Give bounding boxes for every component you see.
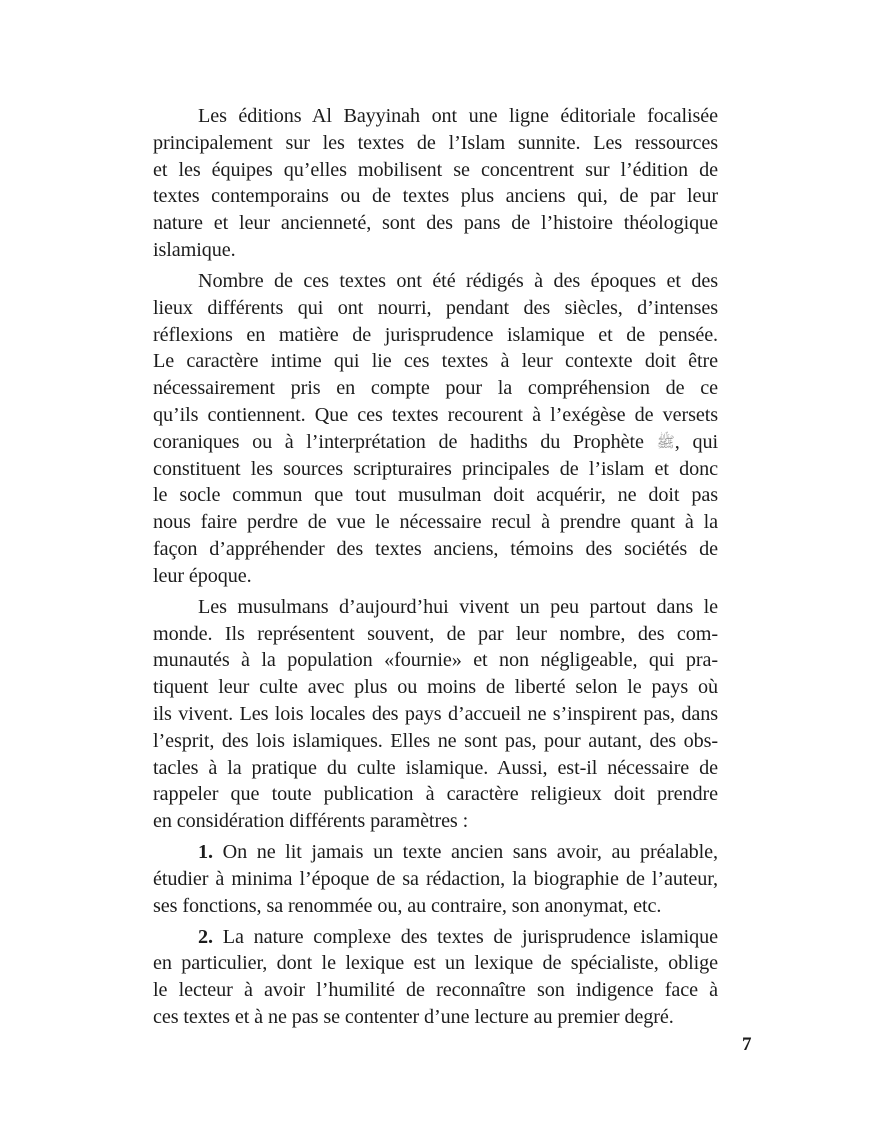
paragraph-intro bbox=[153, 103, 718, 264]
item-number: 1. bbox=[198, 841, 213, 864]
text-line: leur époque. bbox=[153, 564, 252, 587]
text-line: nature et leur ancienneté, sont des pans de l’histoire théologique bbox=[153, 212, 718, 235]
text-line: le socle commun que tout musulman doit acquérir, ne doit pas bbox=[153, 484, 718, 507]
text-segment: On ne lit jamais un texte ancien sans avoir, au préalable, bbox=[222, 841, 718, 864]
text-line: en considération différents paramètres : bbox=[153, 810, 469, 833]
text-segment: coraniques ou à l’interprétation de hadiths du Prophète bbox=[153, 430, 644, 453]
text-line: réflexions en matière de jurisprudence islamique et de pensée. bbox=[153, 323, 718, 346]
text-line: qu’ils contiennent. Que ces textes recourent à l’exégèse de versets bbox=[153, 403, 718, 426]
text-line: islamique. bbox=[153, 238, 236, 261]
text-line: textes contemporains ou de textes plus anciens qui, de par leur bbox=[153, 185, 718, 208]
text-line: ces textes et à ne pas se contenter d’une lecture au premier degré. bbox=[153, 1006, 674, 1029]
text-line: tacles à la pratique du culte islamique. Aussi, est-il nécessaire de bbox=[153, 756, 718, 779]
text-segment: La nature complexe des textes de jurisprudence islamique bbox=[222, 925, 718, 948]
honorific-symbol-icon: ﷺ bbox=[656, 432, 675, 451]
text-line: tiquent leur culte avec plus ou moins de liberté selon le pays où bbox=[153, 676, 718, 699]
text-line: ses fonctions, sa renommée ou, au contraire, son anonymat, etc. bbox=[153, 894, 662, 917]
text-line: Le caractère intime qui lie ces textes à leur contexte doit être bbox=[153, 350, 718, 373]
text-line: nous faire perdre de vue le nécessaire recul à prendre quant à la bbox=[153, 511, 718, 534]
text-line: Les musulmans d’aujourd’hui vivent un peu partout dans le bbox=[198, 595, 718, 618]
text-line: le lecteur à avoir l’humilité de reconnaître son indigence face à bbox=[153, 979, 718, 1002]
text-line: Nombre de ces textes ont été rédigés à des époques et des bbox=[198, 269, 718, 292]
text-line: rappeler que toute publication à caractère religieux doit prendre bbox=[153, 783, 718, 806]
text-line: et les équipes qu’elles mobilisent se concentrent sur l’édition de bbox=[153, 158, 718, 181]
paragraph-context bbox=[153, 268, 718, 590]
text-line: ils vivent. Les lois locales des pays d’accueil ne s’inspirent pas, dans bbox=[153, 702, 718, 725]
text-line-with-honorific bbox=[153, 429, 718, 456]
numbered-item-1 bbox=[153, 839, 718, 919]
text-line: monde. Ils représentent souvent, de par leur nombre, des com- bbox=[153, 622, 718, 645]
body-text bbox=[153, 103, 718, 1035]
page-number: 7 bbox=[742, 1034, 752, 1055]
text-line: nécessairement pris en compte pour la compréhension de ce bbox=[153, 377, 718, 400]
text-line: en particulier, dont le lexique est un lexique de spécialiste, oblige bbox=[153, 952, 718, 975]
text-line: façon d’appréhender des textes anciens, témoins des sociétés de bbox=[153, 537, 718, 560]
text-line-numbered bbox=[153, 924, 718, 951]
text-line: Les éditions Al Bayyinah ont une ligne éditoriale focalisée bbox=[198, 105, 718, 127]
text-line: l’esprit, des lois islamiques. Elles ne sont pas, pour autant, des obs- bbox=[153, 729, 718, 752]
numbered-item-2 bbox=[153, 924, 718, 1031]
text-segment: , qui bbox=[674, 430, 719, 453]
text-line-numbered bbox=[153, 839, 718, 866]
paragraph-muslims-today bbox=[153, 594, 718, 835]
item-number: 2. bbox=[198, 925, 213, 948]
text-line: étudier à minima l’époque de sa rédaction, la biographie de l’auteur, bbox=[153, 867, 718, 890]
text-line: constituent les sources scripturaires principales de l’islam et donc bbox=[153, 457, 718, 480]
text-line: munautés à la population «fournie» et non négligeable, qui pra- bbox=[153, 649, 718, 672]
text-line: principalement sur les textes de l’Islam sunnite. Les ressources bbox=[153, 131, 718, 154]
text-line: lieux différents qui ont nourri, pendant des siècles, d’intenses bbox=[153, 296, 718, 319]
